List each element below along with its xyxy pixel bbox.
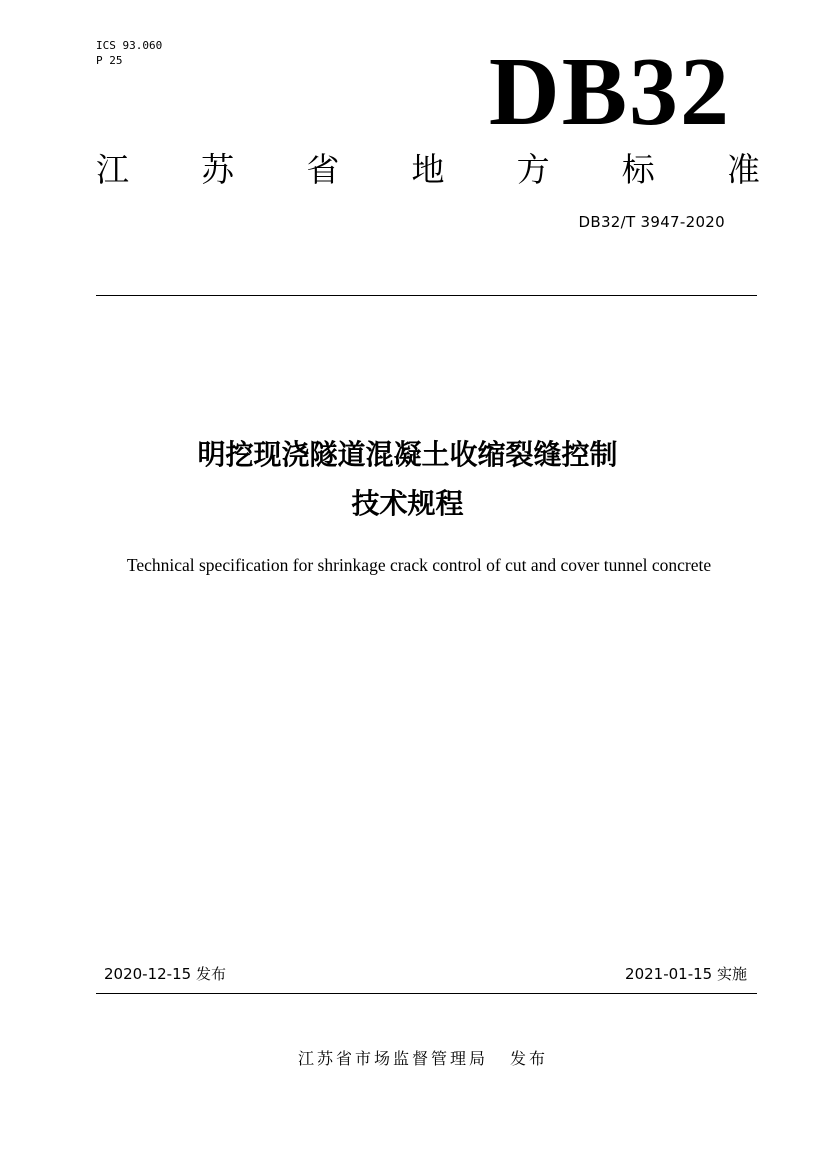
standard-type-char: 江 bbox=[96, 150, 129, 189]
document-title-line-2: 技术规程 bbox=[351, 487, 464, 520]
standard-type-title bbox=[96, 147, 760, 193]
document-title-english: Technical specification for shrinkage crack control of cut and cover tunnel concrete bbox=[126, 555, 712, 575]
standard-number: DB32/T 3947-2020 bbox=[578, 213, 725, 231]
logo-lettering: DB32 bbox=[488, 46, 732, 138]
issuer-name: 江苏省市场监督管理局 bbox=[297, 1049, 488, 1068]
issue-date: 2020-12-15 发布 bbox=[104, 965, 226, 983]
bottom-divider bbox=[96, 993, 757, 994]
implementation-date: 2021-01-15 实施 bbox=[625, 965, 747, 983]
ics-code: ICS 93.060 bbox=[96, 39, 163, 52]
standard-type-char: 苏 bbox=[201, 150, 235, 189]
document-title-line-1: 明挖现浇隧道混凝土收缩裂缝控制 bbox=[197, 438, 618, 471]
standard-type-char: 方 bbox=[516, 150, 550, 189]
classification-codes bbox=[96, 38, 162, 68]
db32-logo bbox=[460, 46, 760, 138]
ccs-code: P 25 bbox=[96, 54, 123, 67]
standard-type-char: 地 bbox=[411, 150, 445, 189]
db32-logo-graphic bbox=[460, 46, 760, 138]
standard-type-char: 省 bbox=[306, 150, 340, 189]
top-divider bbox=[96, 295, 757, 296]
issuer-action: 发布 bbox=[510, 1049, 549, 1068]
standard-type-char: 准 bbox=[726, 150, 760, 189]
standard-type-char: 标 bbox=[621, 150, 655, 189]
issuer-line bbox=[0, 1047, 815, 1071]
